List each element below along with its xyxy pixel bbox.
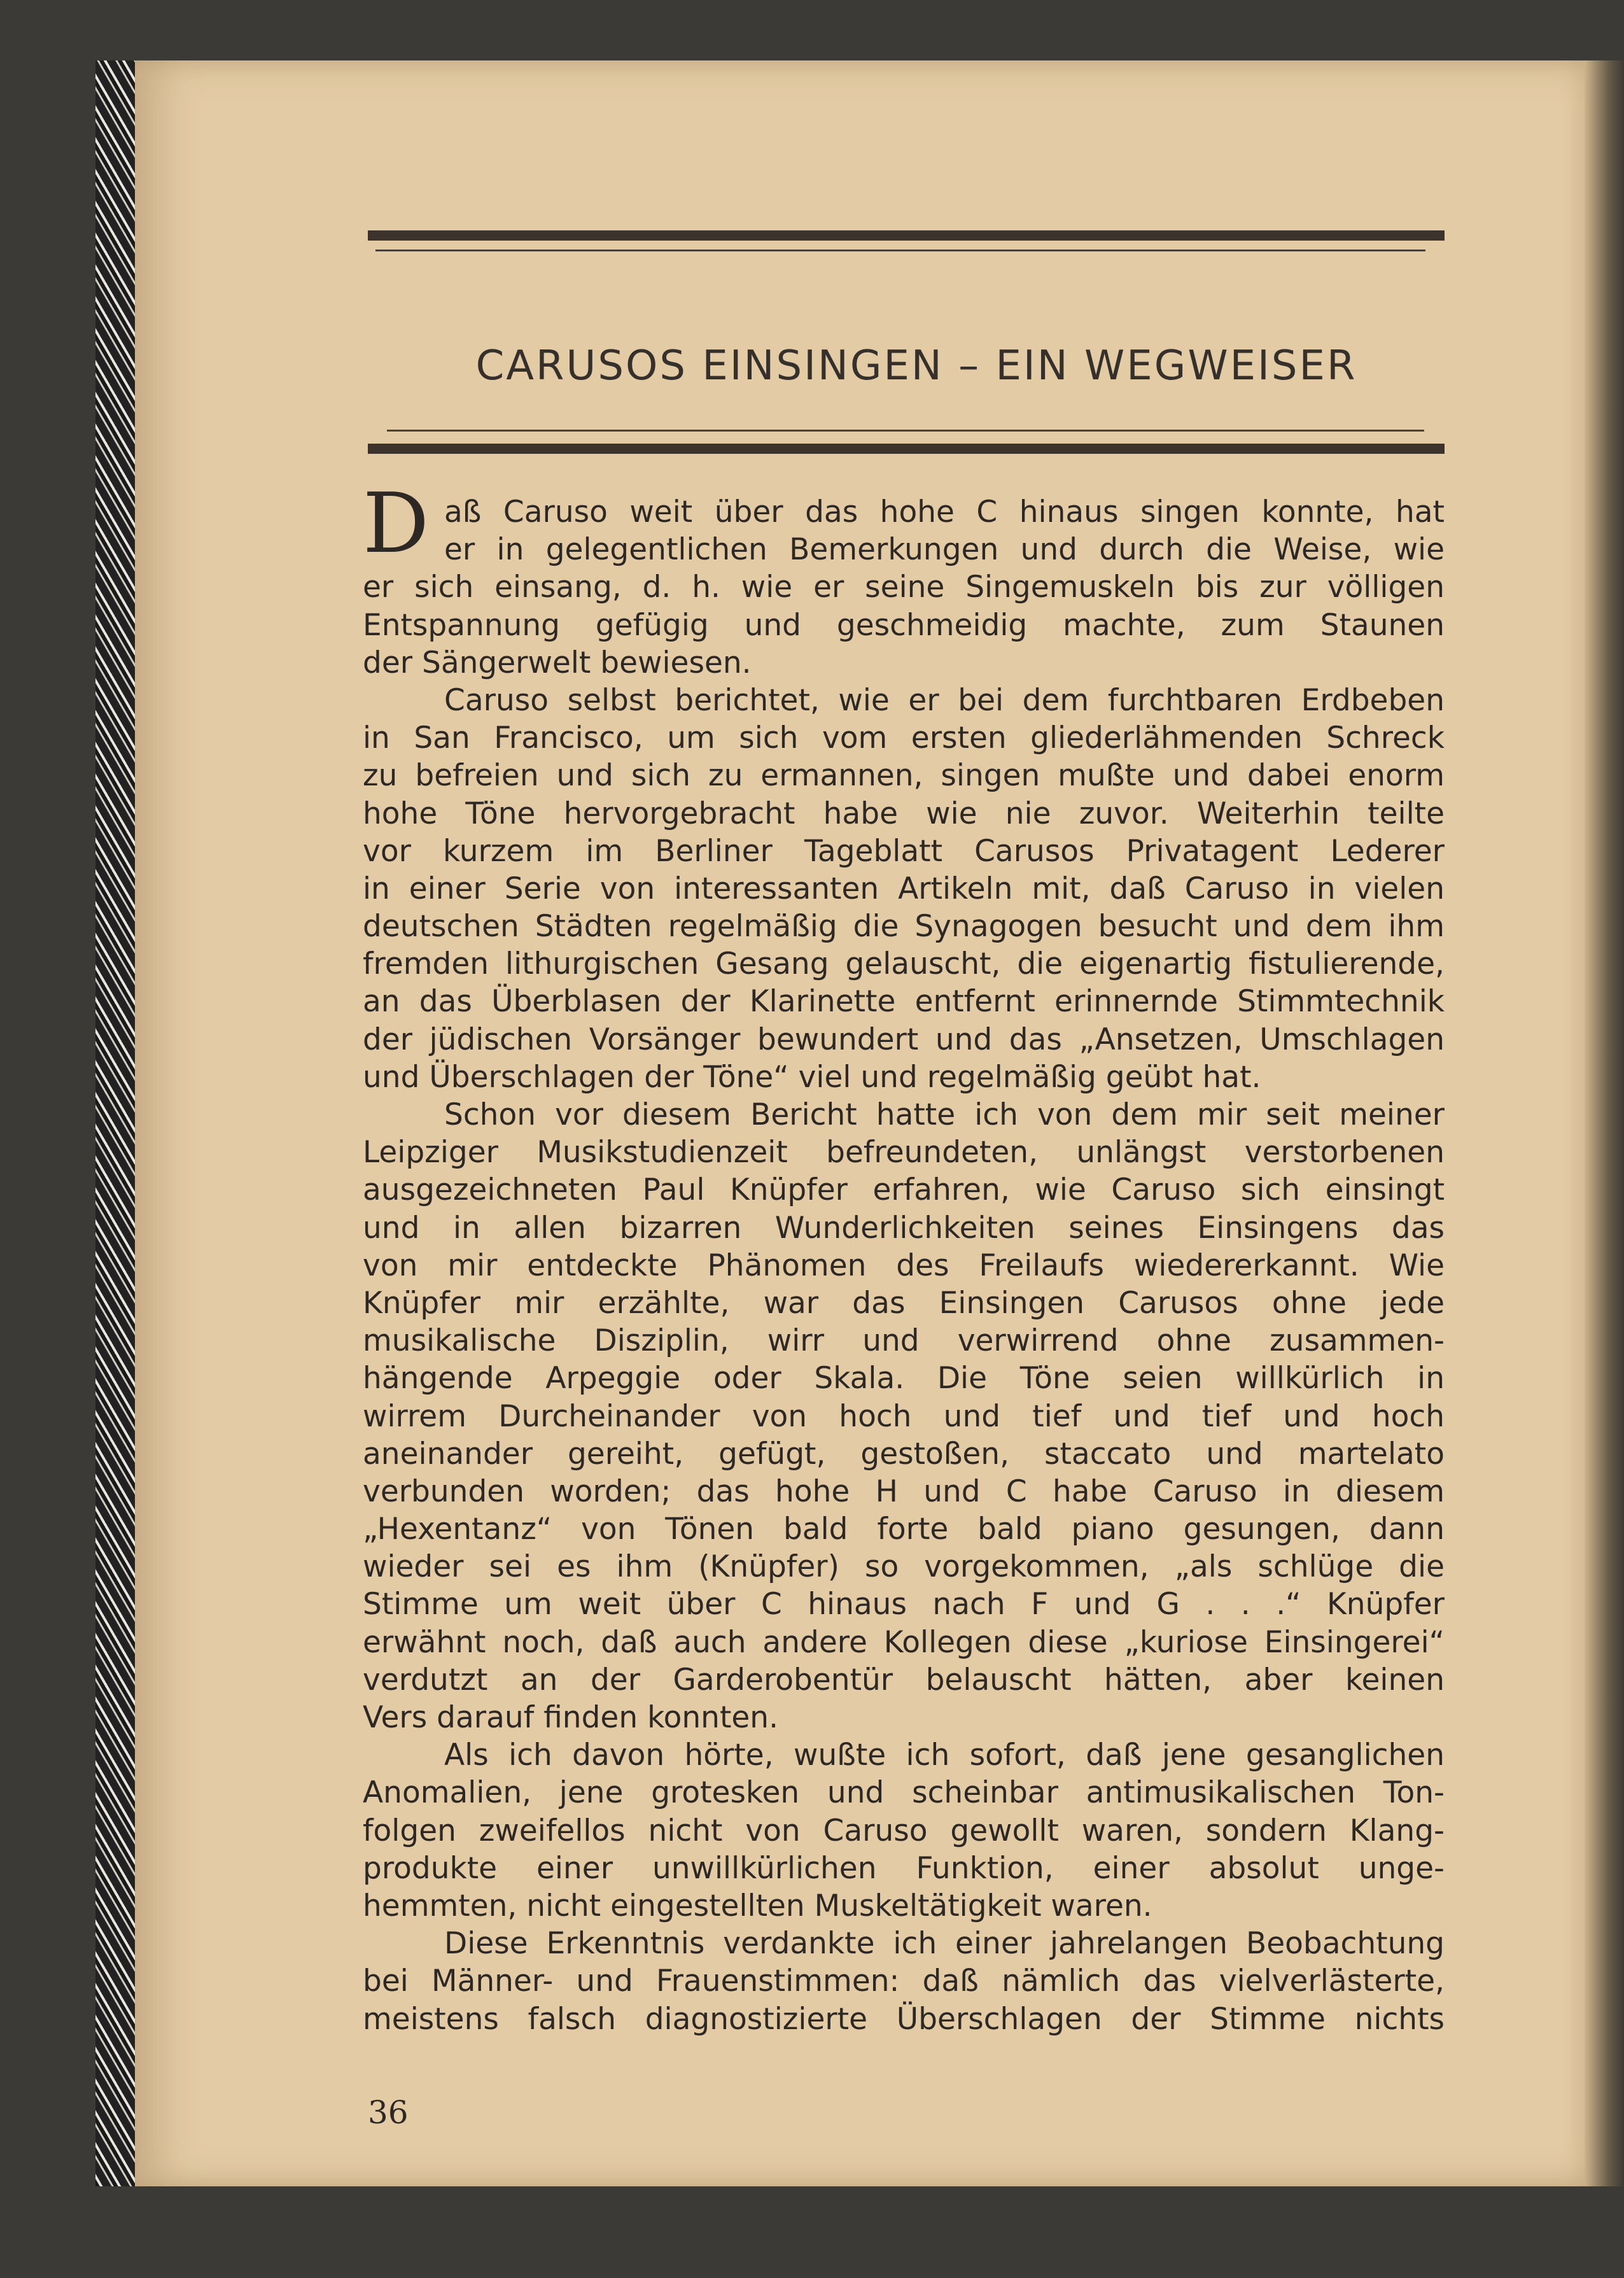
bottom-thick-rule	[368, 444, 1445, 454]
text-line: wieder sei es ihm (Knüpfer) so vorgekommen, „als schlüge die	[363, 1549, 1445, 1585]
text-line: an das Überblasen der Klarinette entfernt erinnernde Stimmtechnik	[363, 984, 1445, 1020]
text-line: hängende Arpeggie oder Skala. Die Töne seien willkürlich in	[363, 1361, 1445, 1396]
text-line: Schon vor diesem Bericht hatte ich von dem mir seit meiner	[444, 1097, 1445, 1132]
paragraph	[363, 1925, 1445, 2038]
text-line: ausgezeichneten Paul Knüpfer erfahren, wie Caruso sich einsingt	[363, 1172, 1445, 1208]
text-line: musikalische Disziplin, wirr und verwirrend ohne zusammen-	[363, 1323, 1445, 1359]
page-number: 36	[368, 2094, 409, 2131]
text-line: er sich einsang, d. h. wie er seine Singemuskeln bis zur völligen	[363, 570, 1445, 605]
text-line: meistens falsch diagnostizierte Überschlagen der Stimme nichts	[363, 2001, 1445, 2037]
text-line: „Hexentanz“ von Tönen bald forte bald piano gesungen, dann	[363, 1512, 1445, 1547]
text-line: verbunden worden; das hohe H und C habe Caruso in diesem	[363, 1473, 1445, 1509]
paragraph	[363, 1736, 1445, 1925]
paragraph	[363, 682, 1445, 1096]
text-line: hohe Töne hervorgebracht habe wie nie zuvor. Weiterhin teilte	[363, 796, 1445, 831]
text-line: der Sängerwelt bewiesen.	[363, 645, 752, 680]
text-line: der jüdischen Vorsänger bewundert und das „Ansetzen, Umschlagen	[363, 1022, 1445, 1057]
text-line: in San Francisco, um sich vom ersten gliederlähmenden Schreck	[363, 721, 1445, 756]
page-edge	[1585, 60, 1624, 2186]
text-line: folgen zweifellos nicht von Caruso gewollt waren, sondern Klang-	[363, 1813, 1445, 1848]
text-line: Vers darauf finden konnten.	[363, 1700, 779, 1735]
text-line: wirrem Durcheinander von hoch und tief und tief und hoch	[363, 1398, 1445, 1434]
bottom-thin-rule	[387, 430, 1424, 432]
text-line: Als ich davon hörte, wußte ich sofort, daß jene gesanglichen	[444, 1738, 1445, 1773]
text-line: aß Caruso weit über das hohe C hinaus singen konnte, hat	[444, 495, 1445, 530]
text-line: Anomalien, jene grotesken und scheinbar antimusikalischen Ton-	[363, 1775, 1445, 1811]
body-text	[363, 475, 1445, 2038]
text-line: verdutzt an der Garderobentür belauscht hätten, aber keinen	[363, 1662, 1445, 1698]
paragraph	[363, 1096, 1445, 1736]
text-line: erwähnt noch, daß auch andere Kollegen diese „kuriose Einsingerei“	[363, 1624, 1445, 1660]
text-line: aneinander gereiht, gefügt, gestoßen, staccato und martelato	[363, 1436, 1445, 1472]
marbled-book-spine	[95, 60, 135, 2186]
text-line: zu befreien und sich zu ermannen, singen mußte und dabei enorm	[363, 758, 1445, 794]
text-line: vor kurzem im Berliner Tageblatt Carusos Privatagent Lederer	[363, 833, 1445, 869]
text-line: Knüpfer mir erzählte, war das Einsingen Carusos ohne jede	[363, 1285, 1445, 1321]
text-line: von mir entdeckte Phänomen des Freilaufs wiedererkannt. Wie	[363, 1248, 1445, 1283]
text-line: bei Männer- und Frauenstimmen: daß nämlich das vielverlästerte,	[363, 1964, 1445, 1999]
text-line: Entspannung gefügig und geschmeidig machte, zum Staunen	[363, 607, 1445, 643]
text-line: deutschen Städten regelmäßig die Synagogen besucht und dem ihm	[363, 909, 1445, 945]
text-line: Leipziger Musikstudienzeit befreundeten, unlängst verstorbenen	[363, 1135, 1445, 1171]
text-line: und Überschlagen der Töne“ viel und regelmäßig geübt hat.	[363, 1059, 1261, 1095]
text-line: Caruso selbst berichtet, wie er bei dem furchtbaren Erdbeben	[444, 682, 1445, 718]
top-thick-rule	[368, 230, 1445, 241]
text-line: Diese Erkenntnis verdankte ich einer jahrelangen Beobachtung	[444, 1926, 1445, 1962]
chapter-title: CARUSOS EINSINGEN – EIN WEGWEISER	[475, 342, 1357, 390]
top-thin-rule	[375, 250, 1425, 251]
drop-cap: D	[363, 475, 430, 572]
text-line: Stimme um weit über C hinaus nach F und G . . .“ Knüpfer	[363, 1587, 1445, 1622]
text-line: fremden lithurgischen Gesang gelauscht, die eigenartig fistulierende,	[363, 946, 1445, 982]
text-line: in einer Serie von interessanten Artikeln mit, daß Caruso in vielen	[363, 871, 1445, 906]
text-line: hemmten, nicht eingestellten Muskeltätigkeit waren.	[363, 1888, 1152, 1923]
text-line: er in gelegentlichen Bemerkungen und durch die Weise, wie	[444, 532, 1445, 568]
text-line: produkte einer unwillkürlichen Funktion, einer absolut unge-	[363, 1850, 1445, 1886]
paragraph	[363, 475, 1445, 682]
text-line: und in allen bizarren Wunderlichkeiten seines Einsingens das	[363, 1210, 1445, 1246]
